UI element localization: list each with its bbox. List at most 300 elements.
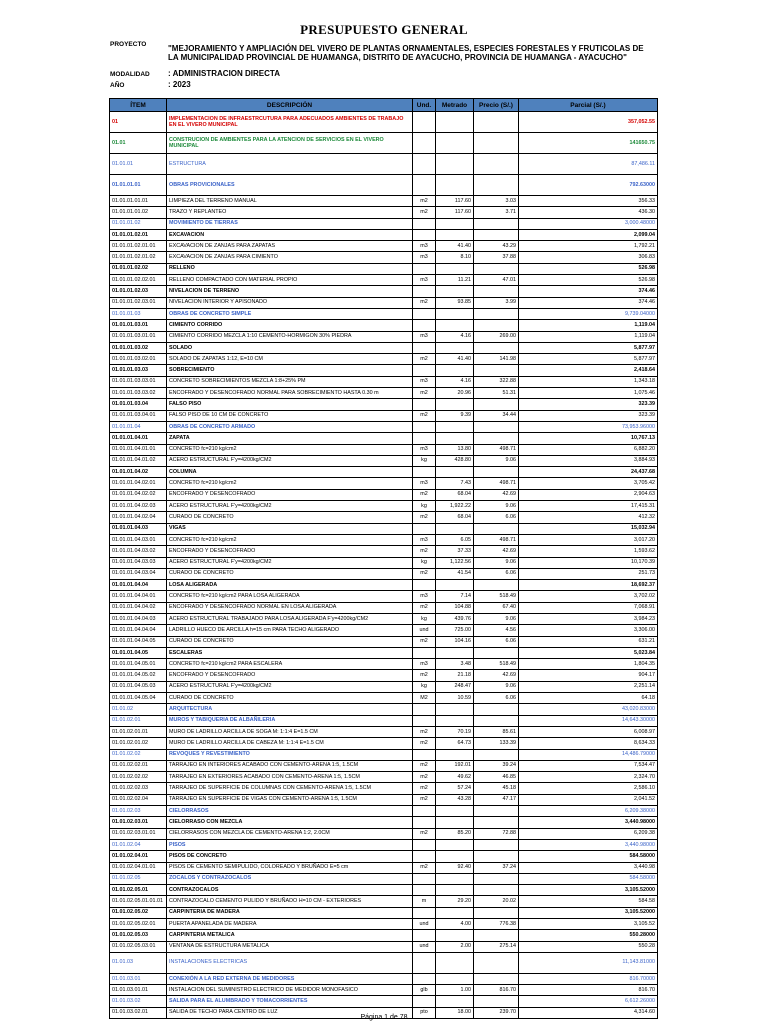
cell-unit [413,218,436,229]
cell-unit [413,286,436,297]
cell-price [474,973,519,984]
cell-unit: m2 [413,489,436,500]
table-row [110,410,658,421]
cell-unit: m3 [413,241,436,252]
cell-price: 518.49 [474,591,519,602]
cell-price [474,133,519,154]
cell-item: 01.01.01.04.04 [110,580,167,591]
cell-description: CIELORRASO CON MEZCLA [167,817,413,828]
cell-quantity: 49.62 [436,772,474,783]
cell-partial: 3,440.98000 [519,839,658,850]
cell-partial: 1,119.04 [519,331,658,342]
cell-description: TRAZO Y REPLANTEO [167,207,413,218]
cell-quantity: 2.00 [436,941,474,952]
cell-price [474,218,519,229]
cell-price [474,523,519,534]
table-row [110,806,658,817]
cell-partial: 64.18 [519,693,658,704]
cell-price: 45.18 [474,783,519,794]
cell-partial: 374.46 [519,286,658,297]
cell-description: SALIDA DE TECHO PARA CENTRO DE LUZ [167,1007,413,1018]
cell-partial: 24,437.68 [519,467,658,478]
table-row [110,749,658,760]
table-row [110,512,658,523]
cell-item: 01.01.01.03.04 [110,399,167,410]
cell-description: NIVELACION INTERIOR Y APISONADO [167,297,413,308]
table-row [110,760,658,771]
cell-quantity: 4.00 [436,919,474,930]
cell-partial: 14,486.79000 [519,749,658,760]
cell-quantity: 192.01 [436,760,474,771]
cell-quantity [436,421,474,432]
cell-item: 01.01.01.03.01 [110,320,167,331]
cell-unit: m2 [413,772,436,783]
cell-item: 01.01.01.02 [110,218,167,229]
table-row [110,433,658,444]
cell-unit: und [413,919,436,930]
cell-quantity: 7.14 [436,591,474,602]
cell-price [474,851,519,862]
cell-partial: 2,586.10 [519,783,658,794]
cell-partial: 10,767.13 [519,433,658,444]
cell-description: ZOCALOS Y CONTRAZOCALOS [167,873,413,884]
cell-unit: m2 [413,636,436,647]
cell-item: 01.01.02.04.01 [110,851,167,862]
table-row [110,455,658,466]
cell-partial: 141650.75 [519,133,658,154]
cell-quantity [436,749,474,760]
cell-quantity [436,229,474,240]
cell-price: 275.14 [474,941,519,952]
cell-partial: 816.70000 [519,973,658,984]
table-row [110,196,658,207]
cell-description: RELLENO COMPACTADO CON MATERIAL PROPIO [167,275,413,286]
cell-partial: 357,052.55 [519,112,658,133]
cell-unit [413,112,436,133]
table-row [110,873,658,884]
table-row [110,263,658,274]
cell-unit [413,885,436,896]
cell-unit: m3 [413,478,436,489]
cell-unit [413,996,436,1007]
cell-partial: 9,739.04000 [519,308,658,319]
cell-description: LADRILLO HUECO DE ARCILLA h=15 cm PARA TECHO ALIGERADO [167,625,413,636]
cell-price: 47.01 [474,275,519,286]
cell-price: 322.88 [474,376,519,387]
cell-quantity: 29.20 [436,896,474,907]
cell-item: 01.01.01.04.01 [110,433,167,444]
cell-price [474,885,519,896]
cell-description: SOLADO [167,342,413,353]
table-row [110,952,658,973]
cell-partial: 18,692.37 [519,580,658,591]
cell-description: CONSTRUCION DE AMBIENTES PARA LA ATENCION DE SERVICIOS EN EL VIVERO MUNICIPAL [167,133,413,154]
cell-description: ACERO ESTRUCTURAL F'y=4200kg/CM2 [167,557,413,568]
table-row [110,331,658,342]
cell-price [474,873,519,884]
cell-quantity: 85.20 [436,828,474,839]
header-unit: Und. [413,99,436,112]
cell-partial: 14,643.30000 [519,715,658,726]
cell-item: 01.01.01.04.04.04 [110,625,167,636]
cell-description: ARQUITECTURA [167,704,413,715]
cell-description: CONTRAZOCALOS [167,885,413,896]
cell-price [474,175,519,196]
cell-partial: 1,792.21 [519,241,658,252]
cell-partial: 43,020.83000 [519,704,658,715]
cell-item: 01.01.01.04.02 [110,467,167,478]
cell-description: FALSO PISO DE 10 CM DE CONCRETO [167,410,413,421]
cell-price [474,320,519,331]
cell-partial: 323.39 [519,410,658,421]
cell-description: SOBRECIMIENTO [167,365,413,376]
cell-quantity [436,112,474,133]
cell-item: 01.01.03.02 [110,996,167,1007]
cell-price: 9.06 [474,455,519,466]
cell-description: MUROS Y TABIQUERIA DE ALBAÑILERIA [167,715,413,726]
table-row [110,851,658,862]
cell-quantity: 20.96 [436,388,474,399]
cell-partial: 1,075.46 [519,388,658,399]
cell-description: RELLENO [167,263,413,274]
cell-unit: kg [413,557,436,568]
cell-price: 3.99 [474,297,519,308]
cell-description: OBRAS PROVICIONALES [167,175,413,196]
cell-description: SALIDA PARA EL ALUMBRADO Y TOMACORRIENTES [167,996,413,1007]
cell-price: 39.24 [474,760,519,771]
cell-quantity: 725.00 [436,625,474,636]
table-row [110,625,658,636]
cell-price: 6.06 [474,636,519,647]
cell-description: COLUMNA [167,467,413,478]
cell-unit: glb [413,985,436,996]
table-row [110,738,658,749]
cell-price [474,308,519,319]
table-row [110,399,658,410]
cell-partial: 87,486.11 [519,154,658,175]
cell-partial: 3,884.93 [519,455,658,466]
cell-description: ACERO ESTRUCTURAL F'y=4200kg/CM2 [167,681,413,692]
table-row [110,602,658,613]
cell-partial: 8,634.33 [519,738,658,749]
cell-quantity [436,365,474,376]
cell-quantity: 21.18 [436,670,474,681]
table-row [110,919,658,930]
cell-partial: 7,068.91 [519,602,658,613]
table-header-row [110,99,658,112]
cell-item: 01.01.02 [110,704,167,715]
cell-partial: 526.98 [519,275,658,286]
cell-quantity [436,715,474,726]
cell-item: 01.01.01.04.04.05 [110,636,167,647]
cell-unit: m2 [413,794,436,805]
cell-description: EXCAVACION DE ZANJAS PARA ZAPATAS [167,241,413,252]
cell-unit: pto [413,1007,436,1018]
cell-quantity: 64.73 [436,738,474,749]
cell-quantity: 6.05 [436,534,474,545]
cell-unit: m2 [413,726,436,737]
cell-item: 01.01.02.01.01 [110,726,167,737]
cell-quantity [436,817,474,828]
cell-unit [413,133,436,154]
cell-unit: m2 [413,354,436,365]
cell-quantity: 43.28 [436,794,474,805]
table-row [110,467,658,478]
cell-quantity: 117.60 [436,196,474,207]
cell-unit: M2 [413,693,436,704]
cell-price [474,907,519,918]
cell-price: 43.29 [474,241,519,252]
cell-unit: m3 [413,534,436,545]
cell-description: ENCOFRADO Y DESENCOFRADO NORMAL PARA SOBRECIMIENTO HASTA 0.30 m [167,388,413,399]
table-row [110,670,658,681]
cell-partial: 17,415.31 [519,501,658,512]
cell-price [474,817,519,828]
cell-description: VENTANA DE ESTRUCTURA METALICA [167,941,413,952]
cell-description: CURADO DE CONCRETO [167,693,413,704]
cell-item: 01.01.02.05 [110,873,167,884]
cell-unit [413,399,436,410]
cell-unit: kg [413,455,436,466]
cell-unit [413,851,436,862]
header-quantity: Metrado [436,99,474,112]
cell-description: CIELORRASOS [167,806,413,817]
year-label: AÑO [110,82,125,89]
cell-partial: 10,170.39 [519,557,658,568]
cell-price [474,580,519,591]
cell-partial: 7,534.47 [519,760,658,771]
cell-partial: 3,105.52 [519,919,658,930]
cell-unit [413,523,436,534]
cell-item: 01.01.02.02 [110,749,167,760]
cell-partial: 584.58000 [519,873,658,884]
header-description: DESCRIPCIÓN [167,99,413,112]
cell-unit [413,580,436,591]
cell-quantity: 11.21 [436,275,474,286]
table-row [110,568,658,579]
cell-partial: 584.58000 [519,851,658,862]
cell-partial: 436.30 [519,207,658,218]
cell-price: 72.88 [474,828,519,839]
table-row [110,478,658,489]
table-row [110,501,658,512]
cell-unit [413,749,436,760]
table-row [110,613,658,624]
cell-unit: kg [413,501,436,512]
cell-unit: m2 [413,828,436,839]
cell-price [474,286,519,297]
cell-price: 6.06 [474,693,519,704]
cell-price [474,229,519,240]
cell-item: 01.01.01.02.01 [110,229,167,240]
cell-item: 01.01.01.03 [110,308,167,319]
cell-description: ZAPATA [167,433,413,444]
cell-quantity: 68.04 [436,489,474,500]
cell-description: ENCOFRADO Y DESENCOFRADO [167,546,413,557]
table-row [110,308,658,319]
cell-price: 3.71 [474,207,519,218]
cell-unit: m3 [413,591,436,602]
cell-unit: m [413,896,436,907]
cell-description: CONCRETO fc=210 kg/cm2 PARA ESCALERA [167,659,413,670]
cell-quantity: 92.40 [436,862,474,873]
cell-price [474,749,519,760]
table-row [110,154,658,175]
cell-item: 01.01.01.03.01.01 [110,331,167,342]
cell-description: CONCRETO fc=210 kg/cm2 [167,478,413,489]
table-row [110,591,658,602]
cell-partial: 4,314.60 [519,1007,658,1018]
cell-unit [413,817,436,828]
cell-price: 9.06 [474,557,519,568]
table-row [110,489,658,500]
cell-unit [413,154,436,175]
table-row [110,286,658,297]
table-row [110,320,658,331]
cell-description: LOSA ALIGERADA [167,580,413,591]
cell-item: 01.01.01.04.01.02 [110,455,167,466]
cell-quantity [436,952,474,973]
cell-quantity: 1,122.56 [436,557,474,568]
cell-quantity: 41.40 [436,354,474,365]
cell-partial: 6,612.26000 [519,996,658,1007]
cell-quantity [436,320,474,331]
cell-unit [413,873,436,884]
cell-quantity: 248.47 [436,681,474,692]
table-row [110,444,658,455]
cell-item: 01.01.02.02.04 [110,794,167,805]
cell-description: CIMIENTO CORRIDO [167,320,413,331]
cell-quantity [436,704,474,715]
cell-description: ACERO ESTRUCTURAL F'y=4200kg/CM2 [167,501,413,512]
cell-item: 01.01.02.04 [110,839,167,850]
cell-partial: 1,343.18 [519,376,658,387]
table-row [110,275,658,286]
cell-quantity [436,973,474,984]
cell-unit: m2 [413,760,436,771]
table-row [110,580,658,591]
cell-description: EXCAVACION [167,229,413,240]
cell-partial: 550.28 [519,941,658,952]
cell-partial: 3,000.48000 [519,218,658,229]
table-row [110,941,658,952]
cell-price: 498.71 [474,534,519,545]
cell-quantity: 439.76 [436,613,474,624]
cell-description: TARRAJEO DE SUPERFICIE DE COLUMNAS CON CEMENTO-ARENA 1:5, 1.5CM [167,783,413,794]
cell-partial: 792.63000 [519,175,658,196]
table-row [110,557,658,568]
cell-description: PUERTA APANELADA DE MADERA [167,919,413,930]
cell-unit: m2 [413,410,436,421]
cell-item: 01.01.01.02.02.01 [110,275,167,286]
cell-partial: 3,105.52000 [519,907,658,918]
cell-quantity [436,218,474,229]
cell-price [474,154,519,175]
cell-description: TARRAJEO EN SUPERFICIE DE VIGAS CON CEMENTO-ARENA 1:5, 1.5CM [167,794,413,805]
cell-description: PISOS DE CEMENTO SEMIPULIDO, COLOREADO Y BRUÑADO E=5 cm [167,862,413,873]
cell-price [474,342,519,353]
cell-quantity [436,175,474,196]
cell-unit: m3 [413,444,436,455]
cell-quantity: 3.48 [436,659,474,670]
cell-quantity [436,467,474,478]
cell-price: 776.38 [474,919,519,930]
cell-unit [413,308,436,319]
cell-unit: und [413,941,436,952]
table-row [110,133,658,154]
cell-price: 3.03 [474,196,519,207]
table-row [110,376,658,387]
cell-quantity: 70.19 [436,726,474,737]
cell-item: 01.01.02.04.01.01 [110,862,167,873]
cell-price: 9.06 [474,681,519,692]
cell-unit [413,320,436,331]
cell-quantity: 7.43 [436,478,474,489]
table-row [110,783,658,794]
cell-price: 37.88 [474,252,519,263]
table-row [110,365,658,376]
cell-item: 01.01.02.05.02 [110,907,167,918]
cell-description: INSTALACION DEL SUMINISTRO ELECTRICO DE MEDIDOR MONOFASICO [167,985,413,996]
cell-item: 01.01.02.01.02 [110,738,167,749]
cell-item: 01.01.02.05.03 [110,930,167,941]
cell-partial: 2,099.04 [519,229,658,240]
cell-price: 42.69 [474,489,519,500]
cell-quantity [436,399,474,410]
cell-quantity [436,996,474,1007]
cell-item: 01.01.03.02.01 [110,1007,167,1018]
budget-table [109,98,658,1019]
cell-description: CONCRETO fc=210 kg/cm2 PARA LOSA ALIGERADA [167,591,413,602]
table-row [110,973,658,984]
cell-item: 01.01.02.03.01 [110,817,167,828]
table-row [110,523,658,534]
table-row [110,839,658,850]
table-row [110,546,658,557]
table-row [110,241,658,252]
cell-item: 01.01.01.04 [110,421,167,432]
cell-quantity [436,806,474,817]
cell-price: 42.69 [474,670,519,681]
cell-item: 01.01.01.04.03.03 [110,557,167,568]
table-row [110,817,658,828]
cell-description: INSTALACIONES ELECTRICAS [167,952,413,973]
cell-partial: 356.33 [519,196,658,207]
cell-unit: m3 [413,331,436,342]
cell-price [474,996,519,1007]
cell-price: 20.02 [474,896,519,907]
cell-quantity [436,885,474,896]
cell-unit [413,704,436,715]
cell-unit [413,467,436,478]
cell-quantity [436,133,474,154]
cell-price: 141.98 [474,354,519,365]
table-row [110,218,658,229]
cell-price [474,930,519,941]
cell-price [474,715,519,726]
cell-description: CARPINTERIA DE MADERA [167,907,413,918]
cell-quantity: 37.33 [436,546,474,557]
cell-price [474,365,519,376]
cell-price [474,433,519,444]
cell-partial: 412.32 [519,512,658,523]
cell-unit [413,973,436,984]
table-row [110,175,658,196]
cell-quantity: 10.59 [436,693,474,704]
cell-description: TARRAJEO EN INTERIORES ACABADO CON CEMENTO-ARENA 1:5, 1.5CM [167,760,413,771]
cell-item: 01.01.01.03.03.01 [110,376,167,387]
cell-description: IMPLEMENTACION DE INFRAESTRCUTURA PARA ADECUADOS AMBIENTES DE TRABAJO EN EL VIVERO MUNICIPAL [167,112,413,133]
